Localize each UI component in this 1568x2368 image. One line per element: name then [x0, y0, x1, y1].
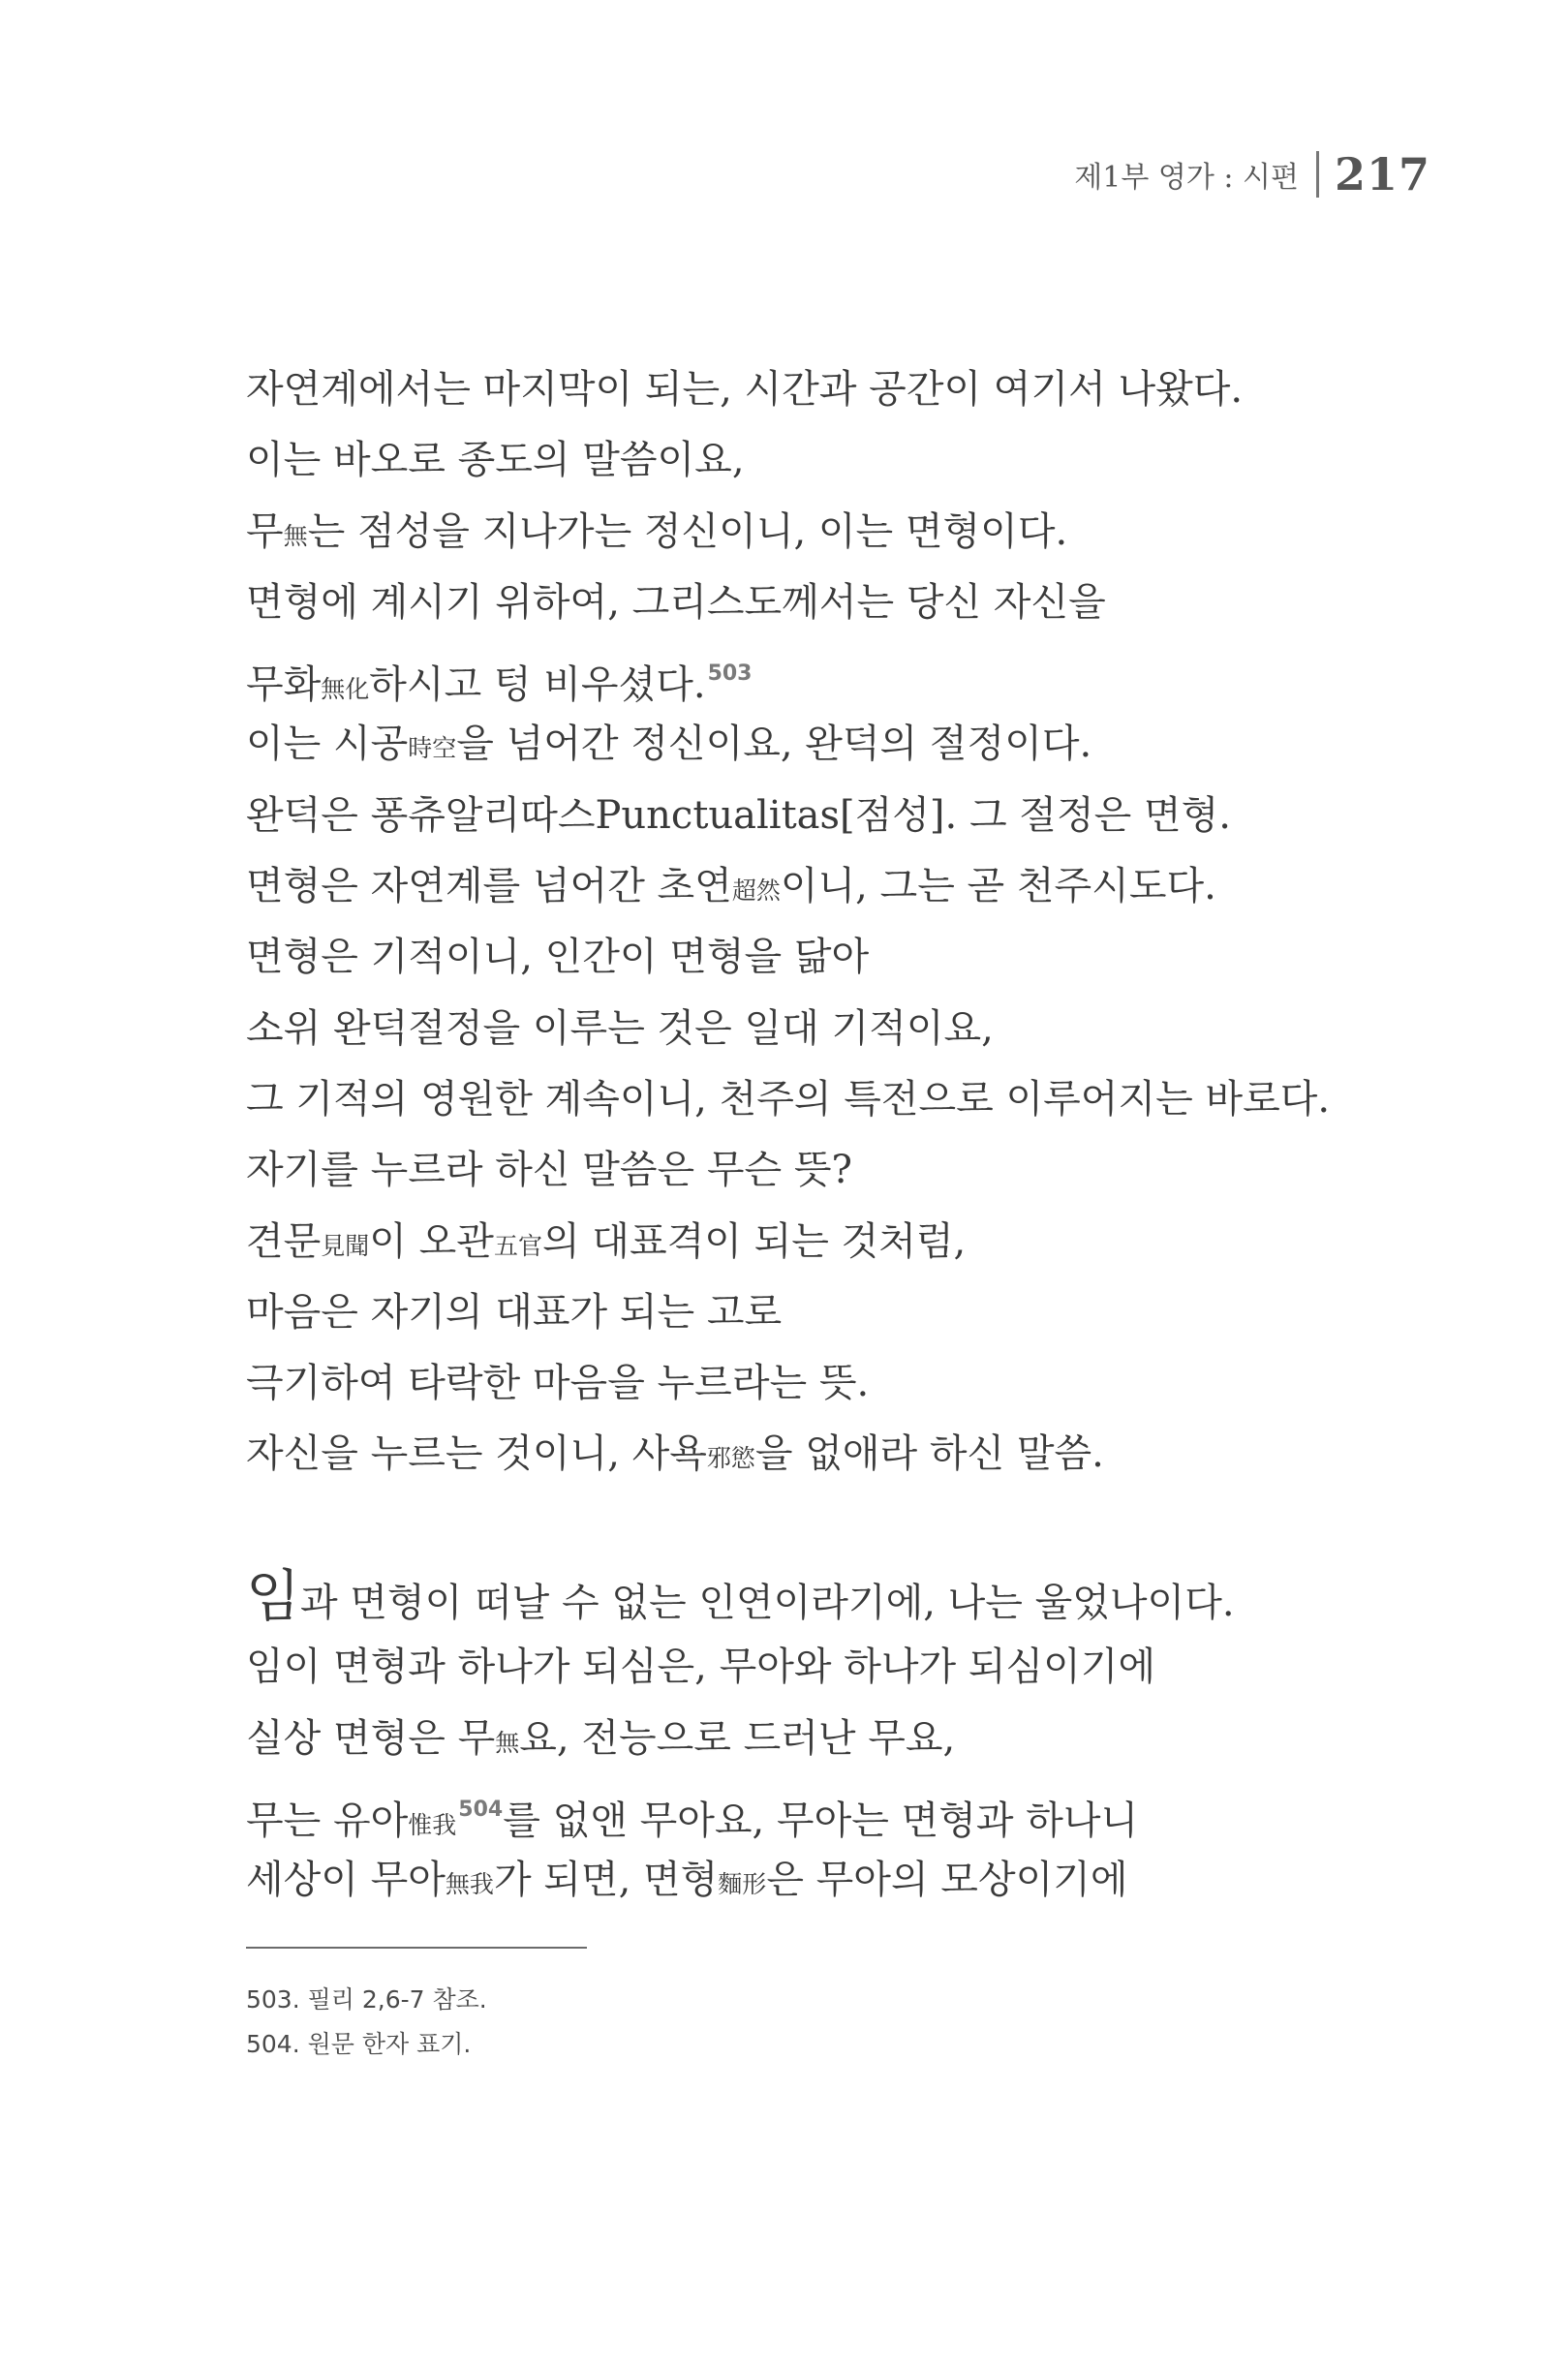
verse-line: 자기를 누르라 하신 말씀은 무슨 뜻? — [246, 1148, 852, 1193]
verse-line: 면형은 자연계를 넘어간 초연超然이니, 그는 곧 천주시도다. — [246, 864, 1216, 909]
hanja-gloss: 惟我 — [408, 1810, 457, 1839]
header-divider — [1316, 151, 1319, 198]
running-header — [1074, 147, 1430, 201]
verse-line: 무화無化하시고 텅 비우셨다.$^{503}$ — [246, 661, 753, 708]
footnotes — [246, 1978, 487, 2067]
hanja-gloss: 時空 — [408, 734, 457, 763]
footnote-504: 504. 원문 한자 표기. — [246, 2030, 472, 2058]
verse-line: 세상이 무아無我가 되면, 면형麵形은 무아의 모상이기에 — [246, 1858, 1128, 1903]
verse-line: 임이 면형과 하나가 되심은, 무아와 하나가 되심이기에 — [246, 1645, 1156, 1690]
page-number: 217 — [1334, 148, 1430, 200]
verse-line: 그 기적의 영원한 계속이니, 천주의 특전으로 이루어지는 바로다. — [246, 1076, 1331, 1122]
hanja-gloss: 無化 — [321, 675, 370, 704]
hanja-gloss: 見聞 — [321, 1231, 370, 1260]
verse-line: 자연계에서는 마지막이 되는, 시간과 공간이 여기서 나왔다. — [246, 367, 1244, 412]
stanza-1 — [246, 354, 1408, 1491]
footnote-divider — [246, 1947, 587, 1949]
verse-line: 임과 면형이 떠날 수 없는 인연이라기에, 나는 울었나이다. — [246, 1563, 1235, 1629]
verse-line: 무無는 점성을 지나가는 정신이니, 이는 면형이다. — [246, 508, 1068, 554]
verse-line: 이는 시공時空을 넘어간 정신이요, 완덕의 절정이다. — [246, 722, 1092, 767]
hanja-gloss: 無 — [495, 1728, 520, 1757]
hanja-gloss: 邪慾 — [706, 1444, 755, 1473]
stanza-2 — [246, 1561, 1408, 1916]
footnote-ref-503[interactable]: 503 — [707, 661, 753, 687]
verse-line: 마음은 자기의 대표가 되는 고로 — [246, 1289, 783, 1335]
verse-line: 실상 면형은 무無요, 전능으로 드러난 무요, — [246, 1715, 956, 1761]
verse-line: 자신을 누르는 것이니, 사욕邪慾을 없애라 하신 말씀. — [246, 1431, 1104, 1477]
hanja-gloss: 五官 — [493, 1231, 542, 1260]
hanja-gloss: 無我 — [445, 1870, 494, 1899]
hanja-gloss: 超然 — [731, 876, 781, 906]
verse-line: 소위 완덕절정을 이루는 것은 일대 기적이요, — [246, 1005, 994, 1051]
verse-line: 극기하여 타락한 마음을 누르라는 뜻. — [246, 1361, 870, 1406]
drop-initial: 임 — [246, 1563, 301, 1629]
hanja-gloss: 無 — [283, 521, 308, 550]
verse-line: 무는 유아惟我$^{504}$를 없앤 무아요, 무아는 면형과 하나니 — [246, 1797, 1139, 1843]
footnote-503: 503. 필리 2,6-7 참조. — [246, 1985, 487, 2014]
verse-line: 완덕은 퐁츄알리따스Punctualitas[점성]. 그 절정은 면형. — [246, 792, 1231, 838]
verse-line: 견문見聞이 오관五官의 대표격이 되는 것처럼, — [246, 1218, 967, 1264]
verse-line: 면형은 기적이니, 인간이 면형을 닮아 — [246, 935, 870, 980]
footnote-ref-504[interactable]: 504 — [458, 1797, 504, 1822]
verse-line: 면형에 계시기 위하여, 그리스도께서는 당신 자신을 — [246, 579, 1106, 625]
running-title: 제1부 영가 : 시편 — [1074, 161, 1299, 195]
hanja-gloss: 麵形 — [718, 1870, 767, 1899]
verse-line: 이는 바오로 종도의 말씀이요, — [246, 438, 745, 483]
